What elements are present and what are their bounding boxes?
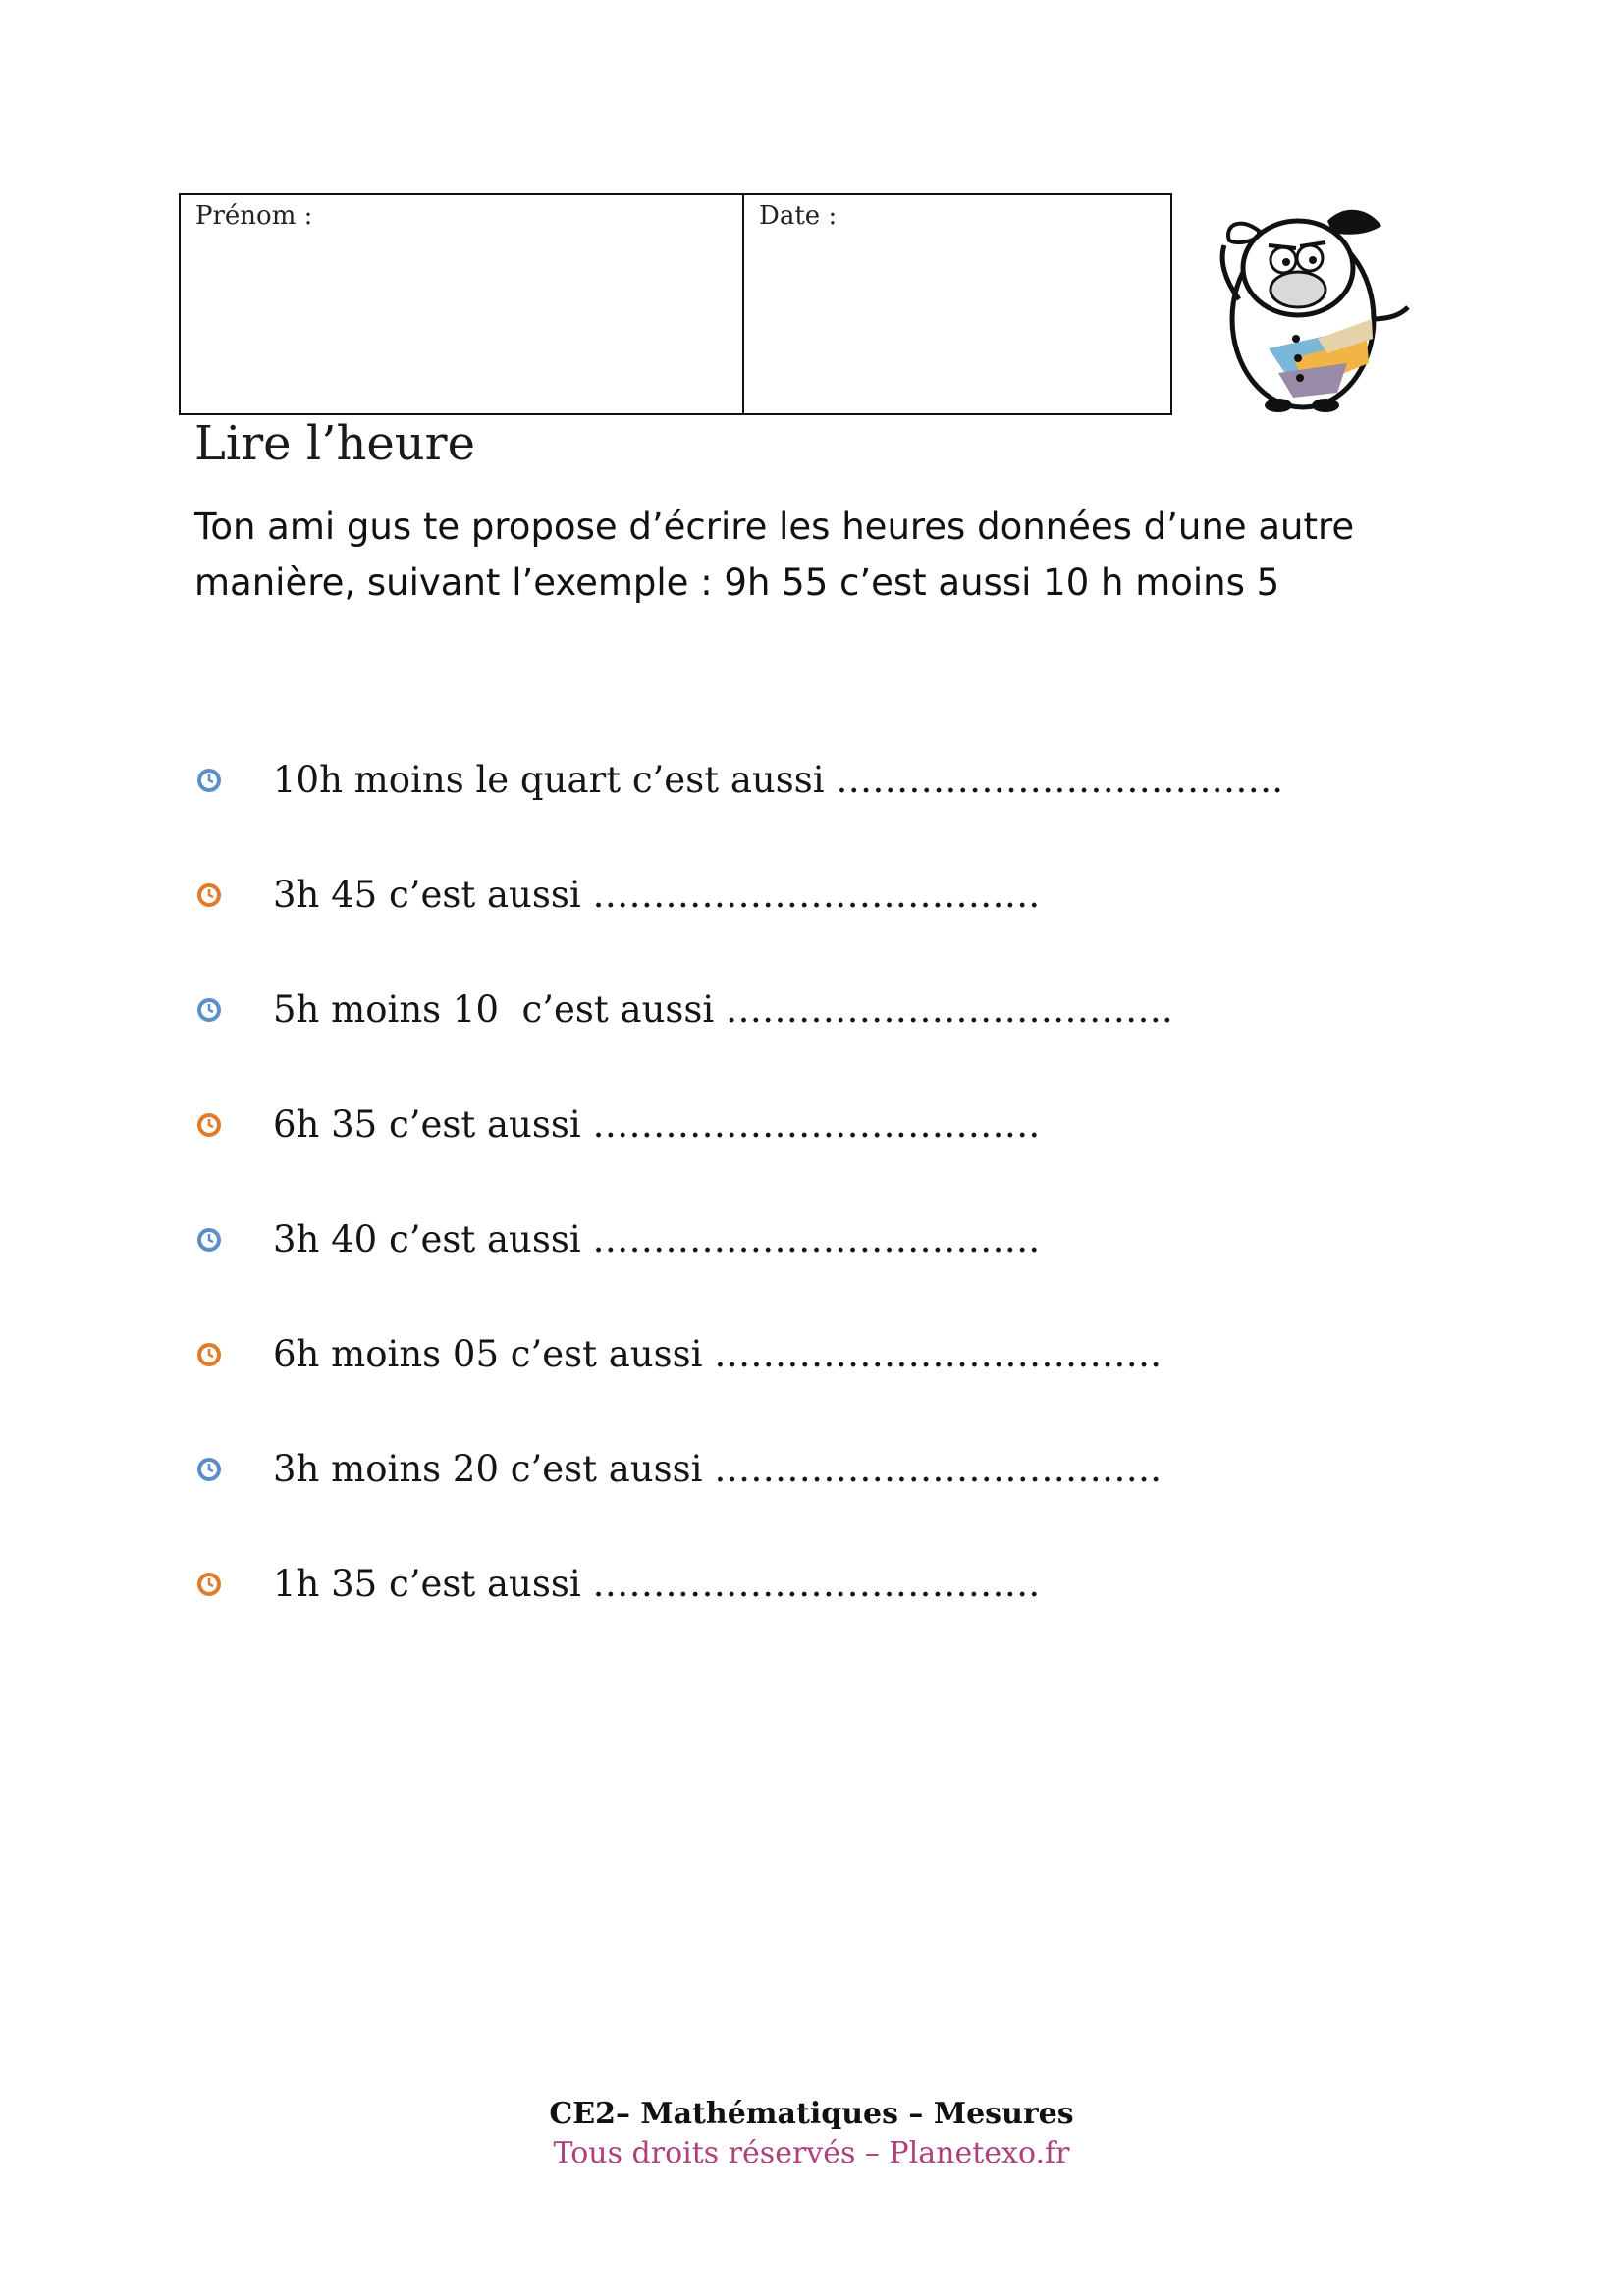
clock-icon: [194, 1340, 224, 1369]
exercise-text: 5h moins 10 c’est aussi ……………………………….: [273, 988, 1173, 1031]
exercise-item: [194, 1326, 1373, 1441]
instructions-line: Ton ami gus te propose d’écrire les heures données d’une autre: [194, 506, 1355, 548]
exercise-text: 3h 40 c’est aussi ……………………………….: [273, 1218, 1041, 1260]
exercise-item: [194, 752, 1373, 867]
exercise-item: [194, 1211, 1373, 1326]
clock-icon: [194, 995, 224, 1025]
exercise-text: 1h 35 c’est aussi ……………………………….: [273, 1563, 1041, 1605]
exercise-list: [194, 752, 1373, 1671]
footer-title: CE2– Mathématiques – Mesures: [549, 2097, 1074, 2131]
clock-icon: [194, 1570, 224, 1599]
prenom-field[interactable]: [181, 195, 744, 413]
exercise-item: [194, 982, 1373, 1096]
clock-icon: [194, 881, 224, 910]
exercise-text: 6h moins 05 c’est aussi ……………………………….: [273, 1333, 1162, 1375]
sheep-mascot-icon: [1200, 191, 1416, 417]
page-title: Lire l’heure: [194, 416, 476, 471]
exercise-item: [194, 1441, 1373, 1556]
exercise-item: [194, 867, 1373, 982]
date-field[interactable]: [744, 195, 1170, 413]
exercise-item: [194, 1096, 1373, 1211]
clock-icon: [194, 1110, 224, 1140]
exercise-text: 3h 45 c’est aussi ……………………………….: [273, 874, 1041, 916]
clock-icon: [194, 1455, 224, 1484]
footer-copyright: Tous droits réservés – Planetexo.fr: [553, 2136, 1070, 2170]
instructions: [194, 499, 1353, 611]
exercise-item: [194, 1556, 1373, 1671]
name-date-table: [179, 193, 1172, 415]
prenom-label: Prénom :: [195, 201, 313, 231]
exercise-text: 10h moins le quart c’est aussi ……………………………….: [273, 759, 1284, 801]
date-label: Date :: [759, 201, 838, 231]
instructions-line: manière, suivant l’exemple : 9h 55 c’est aussi 10 h moins 5: [194, 561, 1280, 604]
exercise-text: 6h 35 c’est aussi ……………………………….: [273, 1103, 1041, 1146]
clock-icon: [194, 766, 224, 795]
clock-icon: [194, 1225, 224, 1255]
exercise-text: 3h moins 20 c’est aussi ……………………………….: [273, 1448, 1162, 1490]
